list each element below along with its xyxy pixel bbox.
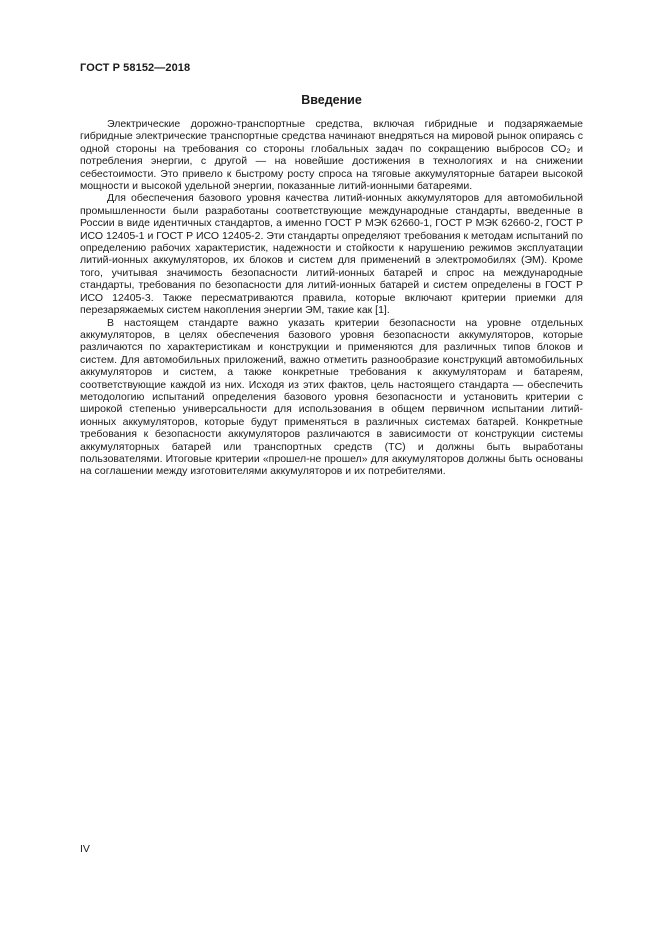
paragraph-2: Для обеспечения базового уровня качества литий-ионных аккумуляторов для автомобильной промышленности были разработаны соответствующие международные стандарты, введенные в России в виде идентичных стандартов, а именно ГОСТ Р МЭК 62660-1, ГОСТ Р МЭК 62660-2, ГОСТ Р ИСО 12405-1 и ГОСТ Р ИСО 12405-2. Эти стандарты определяют требования к методам испытаний по определению рабочих характеристик, надежности и стойкости к нарушению режимов эксплуатации литий-ионных аккумуляторов, их блоков и систем для применений в электромобилях (ЭМ). Кроме того, учитывая значимость безопасности литий-ионных батарей и спрос на международные стандарты, требования по безопасности для литий-ионных батарей и систем определены в ГОСТ Р ИСО 12405-3. Также пересматриваются правила, которые включают критерии приемки для перезаряжаемых систем накопления энергии ЭМ, такие как [1]. (80, 192, 583, 317)
section-title: Введение (301, 93, 362, 107)
paragraph-3: В настоящем стандарте важно указать критерии безопасности на уровне отдельных аккумуляторов, в целях обеспечения базового уровня безопасности аккумуляторов, которые различаются по характеристикам и конструкции и применяются для различных типов блоков и систем. Для автомобильных приложений, важно отметить разнообразие конструкций автомобильных аккумуляторов и систем, а также конкретные требования к аккумуляторам и батареям, соответствующие каждой из них. Исходя из этих фактов, цель настоящего стандарта — обеспечить методологию испытаний определения базового уровня безопасности и установить критерии с широкой степенью универсальности для использования в общем первичном испытании литий-ионных аккумуляторов, которые будут применяться в различных системах батарей. Конкретные требования к безопасности аккумуляторов различаются в зависимости от конструкции системы аккумуляторных батарей или транспортных средств (ТС) и должны быть выработаны пользователями. Итоговые критерии «прошел-не прошел» для аккумуляторов должны быть основаны на соглашении между изготовителями аккумуляторов и их потребителями. (80, 316, 583, 478)
paragraph-1: Электрические дорожно-транспортные средства, включая гибридные и подзаряжаемые гибридные электрические транспортные средства начинают внедряться на мировой рынок опираясь с одной стороны на требования со стороны глобальных задач по сокращению выбросов CO₂ и потребления энергии, с другой — на новейшие достижения в технологиях и на снижении себестоимости. Это привело к быстрому росту спроса на тяговые аккумуляторные батареи высокой мощности и высокой удельной энергии, показанные литий-ионными батареями. (80, 118, 583, 193)
page-number: IV (80, 843, 90, 855)
body-text (80, 118, 583, 478)
standard-header: ГОСТ Р 58152—2018 (80, 62, 191, 74)
